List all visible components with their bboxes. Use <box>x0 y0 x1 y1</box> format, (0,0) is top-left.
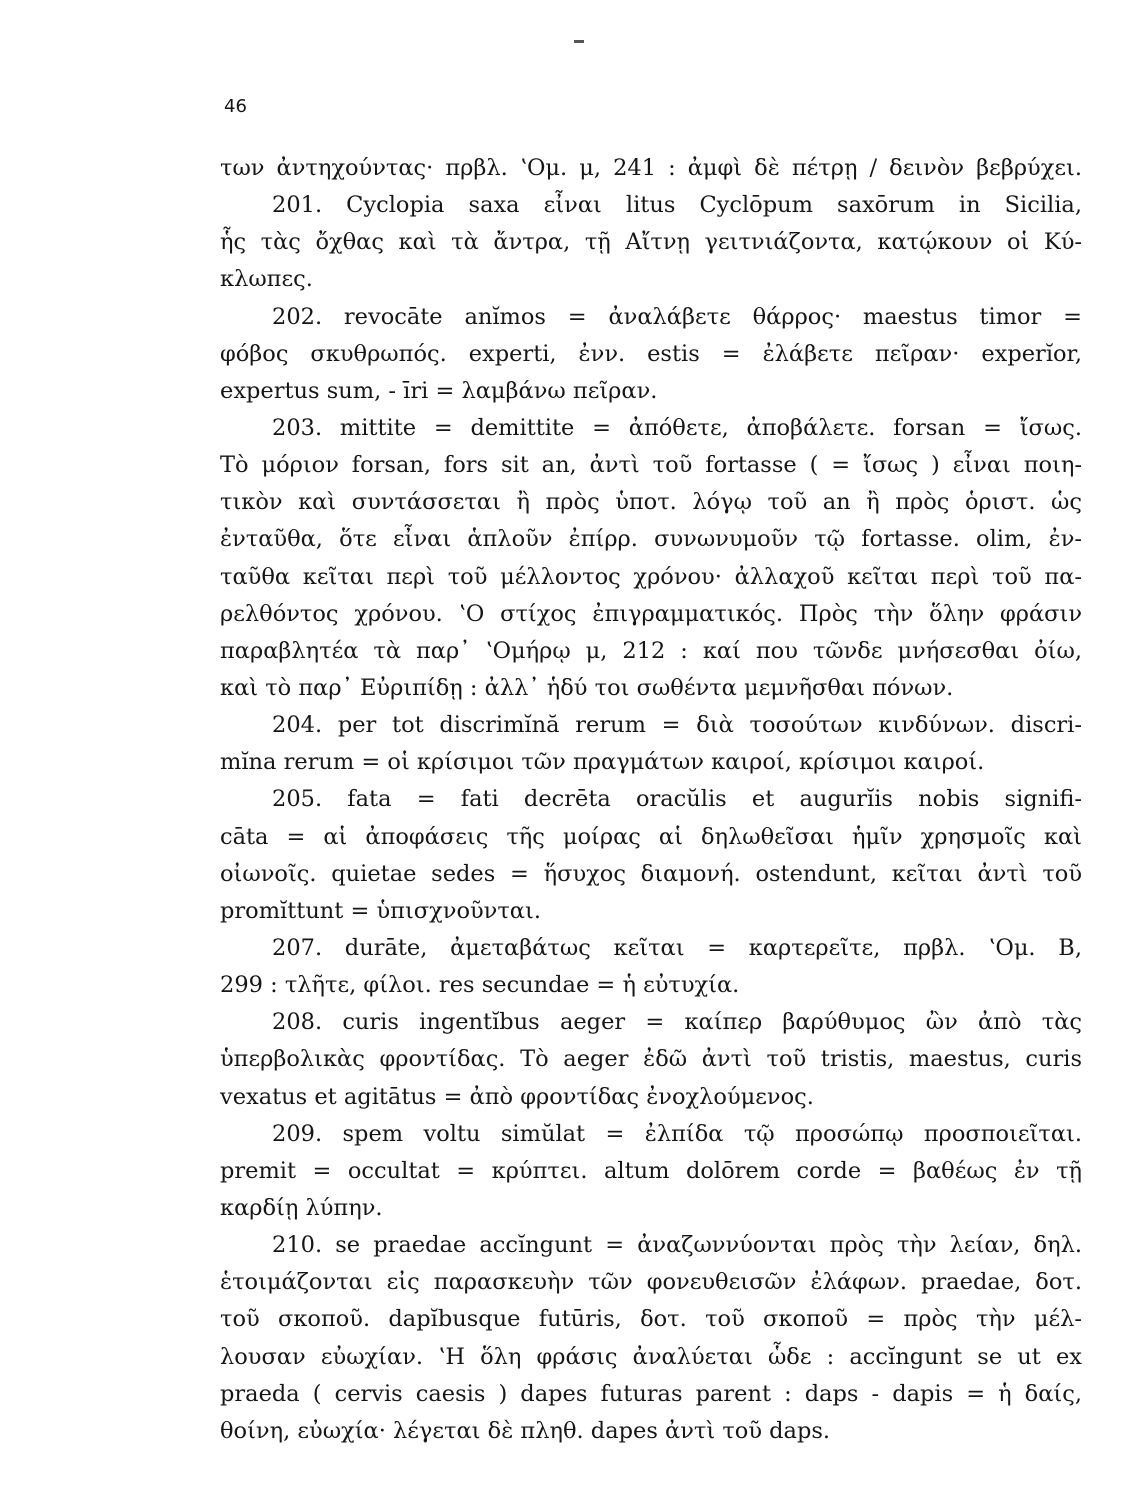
text-line: καρδίῃ λύπην. <box>220 1194 383 1221</box>
text-line: λουσαν εὐωχίαν. ʽΗ ὅλη φράσις ἀναλύεται ὧδε : accĭngunt se ut ex <box>220 1343 1082 1370</box>
text-line: θοίνη, εὐωχία· λέγεται δὲ πληθ. dapes ἀντὶ τοῦ daps. <box>220 1417 831 1444</box>
text-line: 299 : τλῆτε, φίλοι. res secundae = ἡ εὐτυχία. <box>220 972 740 999</box>
text-line: 202. revocāte anĭmos = ἀναλάβετε θάρρος· maestus timor = <box>272 303 1082 330</box>
text-line: ἑτοιμάζονται εἰς παρασκευὴν τῶν φονευθεισῶν ἐλάφων. praedae, δοτ. <box>220 1269 1082 1296</box>
text-line: vexatus et agitātus = ἀπὸ φροντίδας ἐνοχλούμενος. <box>220 1083 814 1110</box>
text-line: 207. durāte, ἀμεταβάτως κεῖται = καρτερεῖτε, πρβλ. ʽΟμ. Β, <box>272 934 1082 961</box>
text-line: ταῦθα κεῖται περὶ τοῦ μέλλοντος χρόνου· ἀλλαχοῦ κεῖται περὶ τοῦ πα- <box>220 563 1082 590</box>
text-line: των ἀντηχούντας· πρβλ. ʽΟμ. μ, 241 : ἀμφὶ δὲ πέτρῃ / δεινὸν βεβρύχει. <box>220 155 1082 181</box>
text-line: 201. Cyclopia saxa εἶναι litus Cyclōpum saxōrum in Sicilia, <box>272 192 1082 219</box>
text-line: παραβλητέα τὰ παρ᾽ ʽΟμήρῳ μ, 212 : καί που τῶνδε μνήσεσθαι ὀίω, <box>220 637 1082 664</box>
text-line: 210. se praedae accĭngunt = ἀναζωννύονται πρὸς τὴν λείαν, δηλ. <box>272 1232 1082 1259</box>
text-line: καὶ τὸ παρ᾽ Εὐριπίδῃ : ἀλλ᾽ ἡδύ τοι σωθέντα μεμνῆσθαι πόνων. <box>220 674 954 701</box>
text-line: κλωπες. <box>220 266 313 293</box>
text-line: expertus sum, - īri = λαμβάνω πεῖραν. <box>220 377 658 404</box>
text-line: Τὸ μόριον forsan, fors sit an, ἀντὶ τοῦ fortasse ( = ἴσως ) εἶναι ποιη- <box>220 452 1082 479</box>
text-line: φόβος σκυθρωπός. experti, ἐνν. estis = ἐλάβετε πεῖραν· experĭor, <box>220 340 1082 367</box>
text-line: 205. fata = fati decrēta oracŭlis et augurĭis nobis signifi- <box>272 786 1082 813</box>
text-line: promĭttunt = ὑπισχνοῦνται. <box>220 897 541 924</box>
page-number: 46 <box>224 96 247 117</box>
text-line: τοῦ σκοποῦ. dapĭbusque futūris, δοτ. τοῦ σκοποῦ = πρὸς τὴν μέλ- <box>220 1306 1082 1333</box>
text-line: praeda ( cervis caesis ) dapes futuras parent : daps - dapis = ἡ δαίς, <box>220 1380 1082 1407</box>
text-line: 204. per tot discrimĭnă rerum = διὰ τοσούτων κινδύνων. discri- <box>272 712 1082 739</box>
text-line: ἧς τὰς ὄχθας καὶ τὰ ἄντρα, τῇ Αἴτνῃ γειτνιάζοντα, κατῴκουν οἱ Κύ- <box>220 229 1082 256</box>
text-line: ἐνταῦθα, ὅτε εἶναι ἁπλοῦν ἐπίρρ. συνωνυμοῦν τῷ fortasse. olim, ἐν- <box>220 526 1082 553</box>
text-line: ρελθόντος χρόνου. ʽΟ στίχος ἐπιγραμματικός. Πρὸς τὴν ὅλην φράσιν <box>220 600 1082 627</box>
text-line: ὑπερβολικὰς φροντίδας. Τὸ aeger ἐδῶ ἀντὶ τοῦ tristis, maestus, curis <box>220 1046 1082 1073</box>
text-line: 203. mittite = demittite = ἀπόθετε, ἀποβάλετε. forsan = ἴσως. <box>272 414 1082 441</box>
text-line: οἰωνοῖς. quietae sedes = ἥσυχος διαμονή. ostendunt, κεῖται ἀντὶ τοῦ <box>220 860 1082 887</box>
commentary-text <box>220 150 1082 1450</box>
text-line: 208. curis ingentĭbus aeger = καίπερ βαρύθυμος ὢν ἀπὸ τὰς <box>272 1009 1082 1036</box>
text-line: premit = occultat = κρύπτει. altum dolōrem corde = βαθέως ἐν τῇ <box>220 1157 1082 1184</box>
text-line: τικὸν καὶ συντάσσεται ἢ πρὸς ὑποτ. λόγῳ τοῦ an ἢ πρὸς ὁριστ. ὡς <box>220 489 1082 516</box>
text-line: mĭna rerum = οἱ κρίσιμοι τῶν πραγμάτων καιροί, κρίσιμοι καιροί. <box>220 749 985 776</box>
text-line: cāta = αἱ ἀποφάσεις τῆς μοίρας αἱ δηλωθεῖσαι ἡμῖν χρησμοῖς καὶ <box>220 823 1082 850</box>
text-line: 209. spem voltu simŭlat = ἐλπίδα τῷ προσώπῳ προσποιεῖται. <box>272 1120 1082 1147</box>
scan-mark <box>574 40 584 43</box>
